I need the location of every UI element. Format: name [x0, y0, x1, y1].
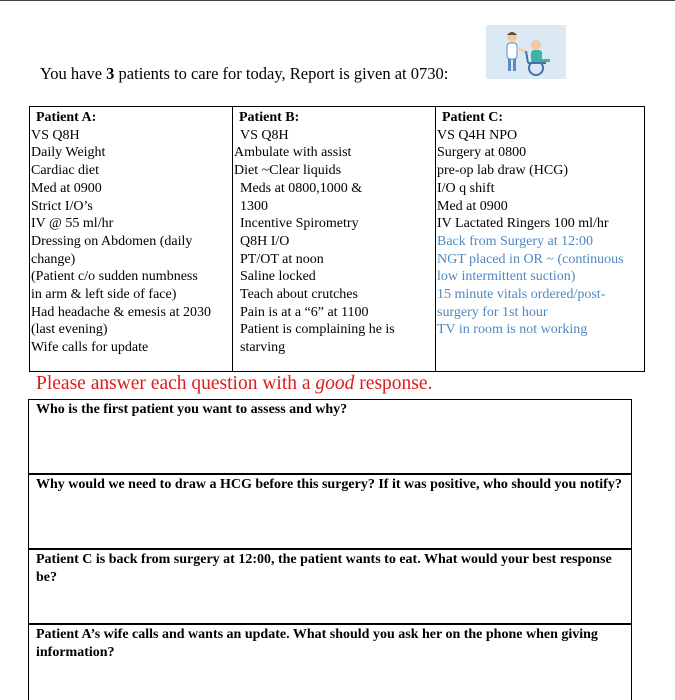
patient-b-line: Pain is at a “6” at 1100	[240, 304, 369, 320]
question-box-2[interactable]	[28, 474, 632, 549]
question-text: Who is the first patient you want to assess and why?	[36, 402, 348, 417]
patient-b-line: Ambulate with assist	[234, 145, 352, 161]
patient-c-update-line: NGT placed in OR ~ (continuous	[437, 251, 624, 267]
patient-a-line: change)	[31, 251, 76, 267]
patient-c-update-line: low intermittent suction)	[437, 269, 576, 285]
patient-a-line: Dressing on Abdomen (daily	[31, 233, 193, 249]
patient-c-header: Patient C:	[442, 110, 504, 125]
patient-b-line: Saline locked	[240, 269, 316, 285]
patient-b-line: PT/OT at noon	[240, 251, 324, 267]
patient-b-line: starving	[240, 340, 286, 356]
patient-table	[29, 106, 645, 372]
intro-suffix: patients to care for today, Report is given at 0730:	[114, 64, 449, 83]
patient-b-line: Diet ~Clear liquids	[234, 163, 342, 179]
instruction-prompt	[36, 373, 432, 395]
patient-b-line: 1300	[240, 198, 268, 214]
patient-b-column	[232, 107, 435, 371]
patient-b-line: Teach about crutches	[240, 287, 358, 303]
prompt-emphasis: good	[315, 373, 355, 394]
patient-c-line: VS Q4H NPO	[437, 127, 518, 143]
question-text: Patient A’s wife calls and wants an update. What should you ask her on the phone when giving information?	[36, 627, 598, 660]
patient-c-line: Surgery at 0800	[437, 145, 527, 161]
patient-a-line: Strict I/O’s	[31, 198, 93, 214]
patient-a-line: Med at 0900	[31, 180, 102, 196]
patient-b-line: Meds at 0800,1000 &	[240, 180, 363, 196]
question-box-1[interactable]	[28, 399, 632, 474]
patient-a-line: Wife calls for update	[31, 340, 149, 356]
patient-b-line: Incentive Spirometry	[240, 216, 359, 232]
question-box-4[interactable]	[28, 624, 632, 700]
patient-b-line: VS Q8H	[240, 127, 289, 143]
patient-c-line: I/O q shift	[437, 180, 495, 196]
question-text: Patient C is back from surgery at 12:00, the patient wants to eat. What would your best response be?	[36, 552, 612, 585]
top-rule	[0, 0, 675, 1]
patient-c-update-line: TV in room is not working	[437, 322, 588, 338]
patient-c-update-line: surgery for 1st hour	[437, 304, 548, 320]
patient-a-line: Daily Weight	[31, 145, 106, 161]
intro-prefix: You have	[40, 64, 107, 83]
patient-a-header: Patient A:	[36, 110, 97, 125]
patient-c-column	[435, 107, 644, 371]
patient-a-line: (Patient c/o sudden numbness	[31, 269, 198, 285]
patient-c-update-line: Back from Surgery at 12:00	[437, 233, 594, 249]
patient-b-header: Patient B:	[239, 110, 300, 125]
patient-b-line: Q8H I/O	[240, 233, 290, 249]
patient-b-line: Patient is complaining he is	[240, 322, 395, 338]
patient-a-line: in arm & left side of face)	[31, 287, 177, 303]
patient-a-line: Had headache & emesis at 2030	[31, 304, 211, 320]
intro-text	[40, 64, 448, 84]
patient-c-line: IV Lactated Ringers 100 ml/hr	[437, 216, 609, 232]
question-text: Why would we need to draw a HCG before this surgery? If it was positive, who should you notify?	[36, 477, 622, 492]
patient-c-update-line: 15 minute vitals ordered/post-	[437, 287, 606, 303]
patient-a-line: IV @ 55 ml/hr	[31, 216, 114, 232]
prompt-after: response.	[354, 373, 433, 394]
prompt-before: Please answer each question with a	[36, 373, 316, 394]
patient-c-line: Med at 0900	[437, 198, 508, 214]
patient-a-column	[30, 107, 232, 371]
patient-count: 3	[106, 64, 115, 83]
patient-a-line: VS Q8H	[31, 127, 80, 143]
question-box-3[interactable]	[28, 549, 632, 624]
patient-c-line: pre-op lab draw (HCG)	[437, 163, 569, 179]
patient-a-line: (last evening)	[31, 322, 108, 338]
patient-a-line: Cardiac diet	[31, 163, 100, 179]
nurse-wheelchair-clipart	[486, 25, 566, 79]
